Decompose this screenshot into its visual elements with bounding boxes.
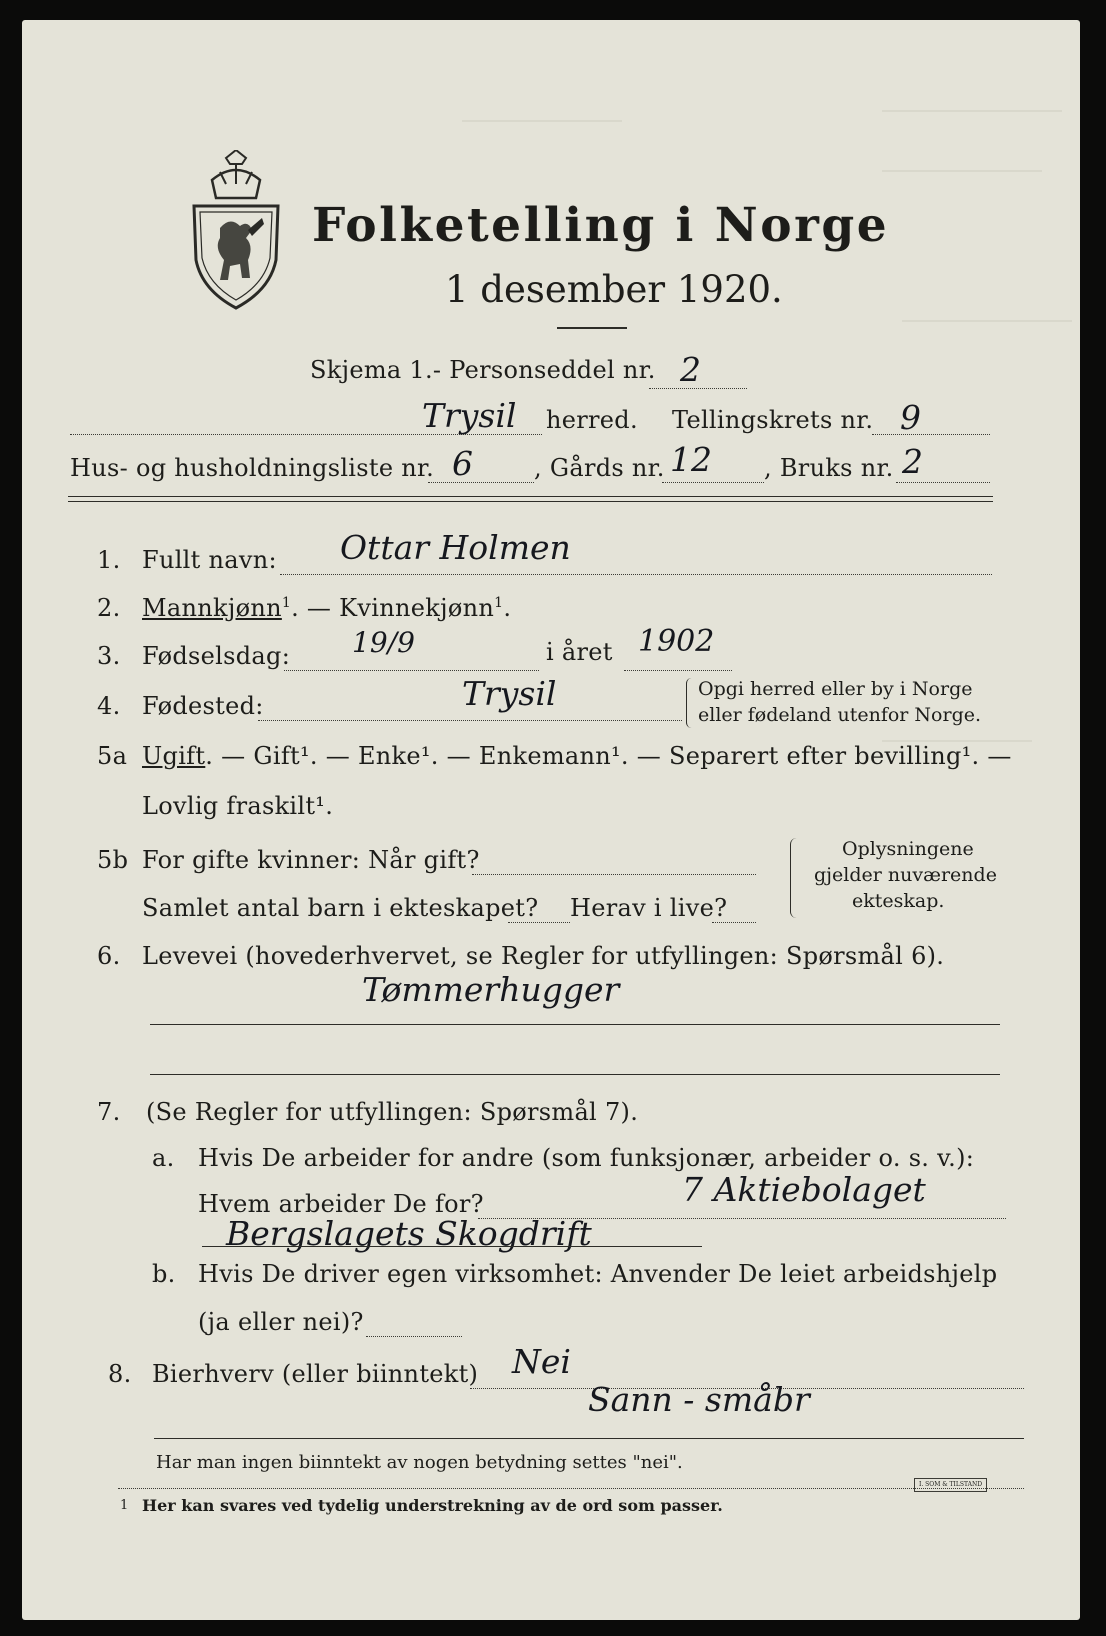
gards-label: , Gårds nr. (534, 454, 665, 482)
q2-options: Mannkjønn$^1$. — Kvinnekjønn$^1$. (142, 594, 512, 622)
herred-value[interactable]: Trysil (422, 396, 517, 435)
q7-number: 7. (97, 1098, 121, 1126)
hus-value[interactable]: 6 (452, 444, 473, 483)
q5b-note-3: ekteskap. (852, 890, 945, 912)
q5b-line-1 (472, 874, 756, 875)
side-income-value[interactable]: Nei (512, 1342, 571, 1381)
q5b-label-2: Samlet antal barn i ekteskapet? (142, 894, 539, 922)
coat-of-arms-icon (190, 150, 282, 314)
q7b-letter: b. (152, 1260, 176, 1288)
q6-number: 6. (97, 942, 121, 970)
q5b-number: 5b (97, 846, 129, 874)
q5b-line-2 (508, 922, 570, 923)
birthplace-value[interactable]: Trysil (462, 674, 557, 713)
birth-day-value[interactable]: 19/9 (352, 626, 415, 659)
q5b-note-2: gjelder nuværende (814, 864, 997, 886)
footnote-text: Her kan svares ved tydelig understrekning av de ord som passer. (142, 1496, 723, 1515)
q5a-options: Ugift. — Gift¹. — Enke¹. — Enkemann¹. — Separert efter bevilling¹. — (142, 742, 1012, 770)
q3-year-line (624, 670, 732, 671)
ugift-option[interactable]: Ugift (142, 742, 206, 770)
bruks-value[interactable]: 2 (902, 442, 923, 481)
q4-note-2: eller fødeland utenfor Norge. (698, 704, 982, 726)
q7a-letter: a. (152, 1144, 175, 1172)
header-double-rule-1 (68, 496, 993, 497)
q7a-line-2 (202, 1246, 702, 1247)
herred-label: herred. (546, 406, 638, 434)
hus-label: Hus- og husholdningsliste nr. (70, 454, 435, 482)
q5b-bracket (790, 838, 803, 918)
title-rule (557, 327, 627, 329)
q4-note-1: Opgi herred eller by i Norge (698, 678, 973, 700)
gards-line (662, 482, 764, 483)
personseddel-value[interactable]: 2 (680, 350, 701, 389)
q5b-note-1: Oplysningene (842, 838, 974, 860)
q4-number: 4. (97, 692, 121, 720)
q8-line-2 (154, 1438, 1024, 1439)
form-date: 1 desember 1920. (445, 268, 783, 311)
bruks-line (896, 482, 990, 483)
gards-value[interactable]: 12 (670, 440, 712, 479)
q7a-label: Hvis De arbeider for andre (som funksjonær, arbeider o. s. v.): (198, 1144, 975, 1172)
q5a-number: 5a (97, 742, 128, 770)
tellingskrets-label: Tellingskrets nr. (672, 406, 874, 434)
skjema-label: Skjema 1.- Personseddel nr. (310, 356, 656, 384)
employer-value-1[interactable]: 7 Aktiebolaget (682, 1170, 926, 1209)
q3-number: 3. (97, 642, 121, 670)
footer-note: Har man ingen biinntekt av nogen betydning settes "nei". (156, 1452, 683, 1473)
q5b-label-3: Herav i live? (570, 894, 728, 922)
q5a-line2: Lovlig fraskilt¹. (142, 792, 334, 820)
bruks-label: , Bruks nr. (764, 454, 894, 482)
q2-number: 2. (97, 594, 121, 622)
q1-label: Fullt navn: (142, 546, 277, 574)
footer-rule (118, 1488, 1024, 1489)
q4-bracket (686, 678, 697, 728)
q5b-label-1: For gifte kvinner: Når gift? (142, 846, 480, 874)
printer-stamp: I. SOM & TILSTAND (914, 1478, 987, 1492)
q4-label: Fødested: (142, 692, 264, 720)
employer-value-2[interactable]: Bergslagets Skogdrift (226, 1214, 592, 1253)
occupation-value[interactable]: Tømmerhugger (362, 970, 620, 1009)
hus-line (428, 482, 534, 483)
q8-label: Bierhverv (eller biinntekt) (152, 1360, 479, 1388)
footnote-number: 1 (120, 1498, 129, 1513)
tellingskrets-value[interactable]: 9 (900, 398, 921, 437)
q7b-label: Hvis De driver egen virksomhet: Anvender De leiet arbeidshjelp (198, 1260, 998, 1288)
q6-line-2 (150, 1074, 1000, 1075)
q3-day-line (284, 670, 539, 671)
full-name-value[interactable]: Ottar Holmen (340, 528, 571, 567)
census-form (22, 20, 1080, 1620)
q7b-question: (ja eller nei)? (198, 1308, 364, 1336)
q6-label: Levevei (hovederhvervet, se Regler for utfyllingen: Spørsmål 6). (142, 942, 945, 970)
q5b-line-3 (712, 922, 756, 923)
q1-number: 1. (97, 546, 121, 574)
tellingskrets-line (872, 434, 990, 435)
q8-number: 8. (108, 1360, 132, 1388)
birth-year-value[interactable]: 1902 (638, 624, 715, 659)
header-double-rule-2 (68, 501, 993, 502)
q7b-line (366, 1336, 462, 1337)
q3-label: Fødselsdag: (142, 642, 291, 670)
q4-line (258, 720, 682, 721)
q6-line-1 (150, 1024, 1000, 1025)
q1-line (280, 574, 992, 575)
kvinnekjonn-option[interactable]: Kvinnekjønn (339, 594, 495, 622)
q7a-question: Hvem arbeider De for? (198, 1190, 484, 1218)
q3-year-label: i året (546, 638, 613, 666)
q7-label: (Se Regler for utfyllingen: Spørsmål 7). (146, 1098, 639, 1126)
form-title: Folketelling i Norge (312, 198, 890, 253)
side-income-note[interactable]: Sann - småbr (588, 1380, 810, 1419)
mannkjonn-option[interactable]: Mannkjønn (142, 594, 282, 622)
